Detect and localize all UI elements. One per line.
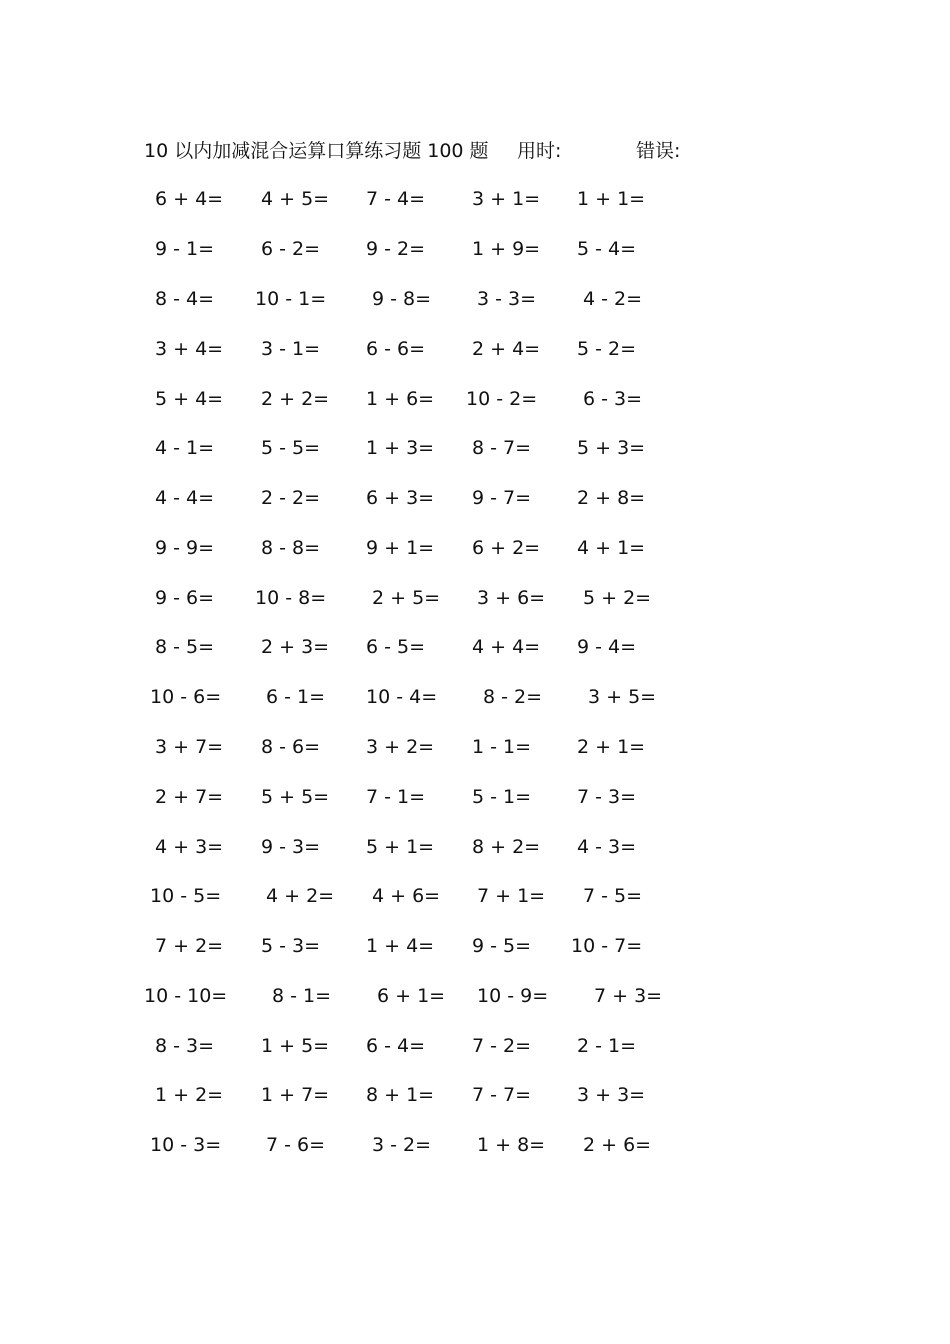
arithmetic-problem: 6 - 5= bbox=[366, 636, 426, 658]
arithmetic-problem: 5 - 1= bbox=[472, 786, 532, 808]
arithmetic-problem: 3 - 2= bbox=[372, 1134, 432, 1156]
arithmetic-problem: 9 - 7= bbox=[472, 487, 532, 509]
arithmetic-problem: 1 + 8= bbox=[477, 1134, 546, 1156]
arithmetic-problem: 7 - 2= bbox=[472, 1035, 532, 1057]
arithmetic-problem: 2 + 5= bbox=[372, 587, 441, 609]
arithmetic-problem: 5 - 4= bbox=[577, 238, 637, 260]
arithmetic-problem: 8 - 4= bbox=[155, 288, 215, 310]
arithmetic-problem: 7 - 6= bbox=[266, 1134, 326, 1156]
arithmetic-problem: 6 - 4= bbox=[366, 1035, 426, 1057]
arithmetic-problem: 1 + 1= bbox=[577, 188, 646, 210]
arithmetic-problem: 2 + 6= bbox=[583, 1134, 652, 1156]
arithmetic-problem: 10 - 8= bbox=[255, 587, 327, 609]
arithmetic-problem: 4 + 5= bbox=[261, 188, 330, 210]
arithmetic-problem: 7 + 2= bbox=[155, 935, 224, 957]
arithmetic-problem: 10 - 2= bbox=[466, 388, 538, 410]
arithmetic-problem: 1 + 6= bbox=[366, 388, 435, 410]
arithmetic-problem: 5 + 3= bbox=[577, 437, 646, 459]
arithmetic-problem: 7 - 5= bbox=[583, 885, 643, 907]
time-used-label: 用时: bbox=[517, 140, 562, 162]
arithmetic-problem: 6 - 6= bbox=[366, 338, 426, 360]
arithmetic-problem: 1 + 7= bbox=[261, 1084, 330, 1106]
arithmetic-problem: 8 + 1= bbox=[366, 1084, 435, 1106]
arithmetic-problem: 5 + 5= bbox=[261, 786, 330, 808]
arithmetic-problem: 8 - 3= bbox=[155, 1035, 215, 1057]
arithmetic-problem: 8 - 1= bbox=[272, 985, 332, 1007]
arithmetic-problem: 9 - 1= bbox=[155, 238, 215, 260]
arithmetic-problem: 10 - 9= bbox=[477, 985, 549, 1007]
arithmetic-problem: 7 - 1= bbox=[366, 786, 426, 808]
arithmetic-problem: 10 - 3= bbox=[150, 1134, 222, 1156]
arithmetic-problem: 2 + 2= bbox=[261, 388, 330, 410]
arithmetic-problem: 3 + 2= bbox=[366, 736, 435, 758]
arithmetic-problem: 2 - 2= bbox=[261, 487, 321, 509]
arithmetic-problem: 4 + 6= bbox=[372, 885, 441, 907]
arithmetic-problem: 4 + 2= bbox=[266, 885, 335, 907]
arithmetic-problem: 8 - 5= bbox=[155, 636, 215, 658]
arithmetic-problem: 10 - 7= bbox=[571, 935, 643, 957]
arithmetic-problem: 1 + 4= bbox=[366, 935, 435, 957]
arithmetic-problem: 1 - 1= bbox=[472, 736, 532, 758]
arithmetic-problem: 5 - 2= bbox=[577, 338, 637, 360]
arithmetic-problem: 6 - 2= bbox=[261, 238, 321, 260]
arithmetic-problem: 4 - 4= bbox=[155, 487, 215, 509]
arithmetic-problem: 1 + 2= bbox=[155, 1084, 224, 1106]
arithmetic-problem: 9 + 1= bbox=[366, 537, 435, 559]
arithmetic-problem: 10 - 10= bbox=[144, 985, 228, 1007]
arithmetic-problem: 9 - 3= bbox=[261, 836, 321, 858]
arithmetic-problem: 4 + 3= bbox=[155, 836, 224, 858]
arithmetic-problem: 8 + 2= bbox=[472, 836, 541, 858]
arithmetic-problem: 5 - 3= bbox=[261, 935, 321, 957]
arithmetic-problem: 9 - 8= bbox=[372, 288, 432, 310]
arithmetic-problem: 7 - 3= bbox=[577, 786, 637, 808]
arithmetic-problem: 4 - 1= bbox=[155, 437, 215, 459]
arithmetic-problem: 2 + 4= bbox=[472, 338, 541, 360]
arithmetic-problem: 10 - 6= bbox=[150, 686, 222, 708]
arithmetic-problem: 3 + 5= bbox=[588, 686, 657, 708]
arithmetic-problem: 2 + 8= bbox=[577, 487, 646, 509]
arithmetic-problem: 2 + 1= bbox=[577, 736, 646, 758]
errors-label: 错误: bbox=[636, 140, 681, 162]
arithmetic-problem: 9 - 9= bbox=[155, 537, 215, 559]
arithmetic-problem: 9 - 4= bbox=[577, 636, 637, 658]
arithmetic-problem: 4 - 2= bbox=[583, 288, 643, 310]
arithmetic-problem: 3 - 1= bbox=[261, 338, 321, 360]
arithmetic-problem: 3 + 3= bbox=[577, 1084, 646, 1106]
arithmetic-problem: 3 - 3= bbox=[477, 288, 537, 310]
arithmetic-problem: 1 + 3= bbox=[366, 437, 435, 459]
arithmetic-problem: 5 + 1= bbox=[366, 836, 435, 858]
arithmetic-problem: 10 - 1= bbox=[255, 288, 327, 310]
arithmetic-problem: 10 - 5= bbox=[150, 885, 222, 907]
arithmetic-problem: 4 - 3= bbox=[577, 836, 637, 858]
arithmetic-problem: 7 + 3= bbox=[594, 985, 663, 1007]
arithmetic-problem: 5 + 2= bbox=[583, 587, 652, 609]
arithmetic-problem: 9 - 5= bbox=[472, 935, 532, 957]
arithmetic-problem: 8 - 6= bbox=[261, 736, 321, 758]
arithmetic-problem: 4 + 4= bbox=[472, 636, 541, 658]
arithmetic-problem: 1 + 9= bbox=[472, 238, 541, 260]
arithmetic-problem: 4 + 1= bbox=[577, 537, 646, 559]
arithmetic-problem: 3 + 1= bbox=[472, 188, 541, 210]
arithmetic-problem: 6 + 4= bbox=[155, 188, 224, 210]
arithmetic-problem: 2 + 7= bbox=[155, 786, 224, 808]
arithmetic-problem: 8 - 8= bbox=[261, 537, 321, 559]
arithmetic-problem: 2 - 1= bbox=[577, 1035, 637, 1057]
arithmetic-problem: 6 + 1= bbox=[377, 985, 446, 1007]
arithmetic-problem: 3 + 6= bbox=[477, 587, 546, 609]
arithmetic-problem: 7 + 1= bbox=[477, 885, 546, 907]
arithmetic-problem: 6 + 2= bbox=[472, 537, 541, 559]
arithmetic-problem: 6 + 3= bbox=[366, 487, 435, 509]
worksheet-title: 10 以内加减混合运算口算练习题 100 题 bbox=[144, 140, 489, 162]
arithmetic-problem: 9 - 2= bbox=[366, 238, 426, 260]
arithmetic-problem: 5 + 4= bbox=[155, 388, 224, 410]
arithmetic-problem: 3 + 7= bbox=[155, 736, 224, 758]
arithmetic-problem: 8 - 7= bbox=[472, 437, 532, 459]
arithmetic-problem: 10 - 4= bbox=[366, 686, 438, 708]
arithmetic-problem: 7 - 4= bbox=[366, 188, 426, 210]
arithmetic-problem: 7 - 7= bbox=[472, 1084, 532, 1106]
arithmetic-problem: 8 - 2= bbox=[483, 686, 543, 708]
arithmetic-problem: 5 - 5= bbox=[261, 437, 321, 459]
arithmetic-problem: 6 - 1= bbox=[266, 686, 326, 708]
arithmetic-problem: 2 + 3= bbox=[261, 636, 330, 658]
arithmetic-problem: 9 - 6= bbox=[155, 587, 215, 609]
arithmetic-problem: 1 + 5= bbox=[261, 1035, 330, 1057]
arithmetic-problem: 6 - 3= bbox=[583, 388, 643, 410]
arithmetic-problem: 3 + 4= bbox=[155, 338, 224, 360]
